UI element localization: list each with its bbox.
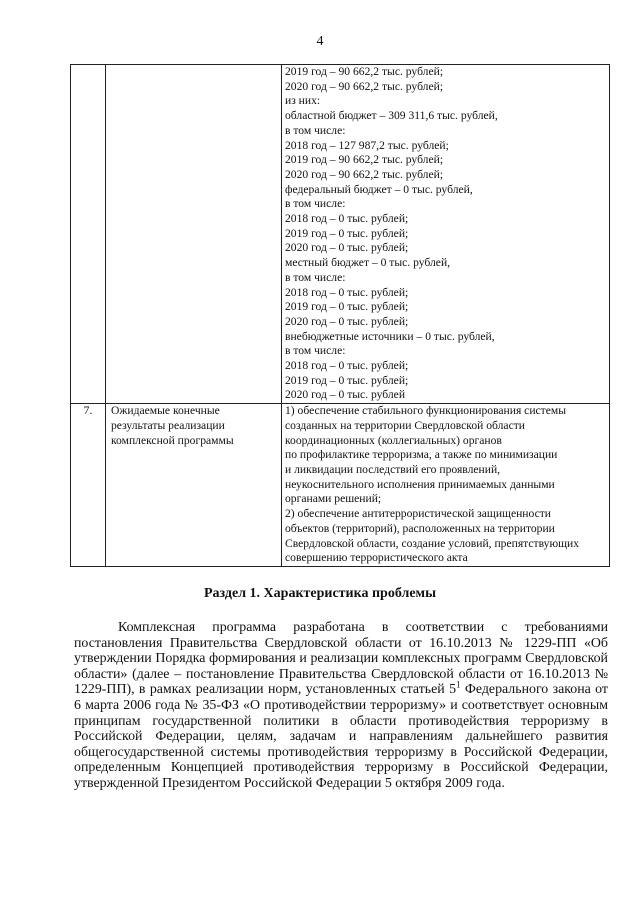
- funding-line: 2019 год – 0 тыс. рублей;: [285, 226, 409, 240]
- funding-line: 2019 год – 90 662,2 тыс. рублей;: [285, 65, 444, 78]
- funding-line: 2019 год – 90 662,2 тыс. рублей;: [285, 153, 444, 167]
- funding-line: из них:: [285, 94, 321, 108]
- row-name-cell: [106, 65, 282, 404]
- funding-line: 2020 год – 0 тыс. рублей: [285, 388, 406, 402]
- row-name-cell: [106, 404, 282, 567]
- page-number: 4: [316, 34, 324, 49]
- section-heading: Раздел 1. Характеристика проблемы: [203, 586, 437, 601]
- funding-line: 2018 год – 0 тыс. рублей;: [285, 359, 409, 373]
- funding-line: 2020 год – 0 тыс. рублей;: [285, 241, 409, 255]
- funding-line: в том числе:: [285, 123, 346, 137]
- row-name-line: Ожидаемые конечные: [111, 404, 220, 418]
- result-line: по профилактике терроризма, а также по минимизации: [285, 448, 558, 462]
- row-name-line: результаты реализации: [111, 418, 225, 432]
- row-name-line: комплексной программы: [111, 433, 234, 447]
- funding-line: 2018 год – 0 тыс. рублей;: [285, 212, 409, 226]
- funding-line: областной бюджет – 309 311,6 тыс. рублей,: [285, 109, 498, 123]
- funding-line: 2018 год – 127 987,2 тыс. рублей;: [285, 138, 449, 152]
- expected-results-cell: [282, 404, 610, 567]
- funding-line: в том числе:: [285, 197, 346, 211]
- result-line: Свердловской области, создание условий, препятствующих: [285, 536, 580, 550]
- funding-line: местный бюджет – 0 тыс. рублей,: [285, 256, 451, 270]
- body-paragraph: [74, 620, 608, 792]
- result-line: 1) обеспечение стабильного функционирования системы: [285, 404, 567, 418]
- result-line: координационных (коллегиальных) органов: [285, 433, 502, 447]
- funding-line: 2019 год – 0 тыс. рублей;: [285, 373, 409, 387]
- result-line: 2) обеспечение антитеррористической защищенности: [285, 507, 552, 521]
- funding-line: 2020 год – 0 тыс. рублей;: [285, 314, 409, 328]
- funding-line: в том числе:: [285, 270, 346, 284]
- result-line: неукоснительного исполнения принимаемых данными: [285, 477, 555, 491]
- result-line: созданных на территории Свердловской области: [285, 418, 525, 432]
- paragraph-text-part2: Федерального закона от 6 марта 2006 года № 35-ФЗ «О противодействии терроризму» и соответствует основным принципам государственной политики в области противодействия терроризму в Российской Федерации, целям, задачам и направлениям дальнейшего развития общегосударственной системы противодействия терроризму в Российской Федерации, определенным Концепцией противодействия терроризму в Российской Федерации, утвержденной Президентом Российской Федерации 5 октября 2009 года.: [74, 682, 609, 791]
- funding-line: в том числе:: [285, 344, 346, 358]
- article-superscript: 1: [456, 679, 461, 690]
- result-line: объектов (территорий), расположенных на территории: [285, 521, 555, 535]
- funding-line: 2019 год – 0 тыс. рублей;: [285, 300, 409, 314]
- funding-line: 2018 год – 0 тыс. рублей;: [285, 285, 409, 299]
- result-line: совершению террористического акта: [285, 551, 468, 565]
- section-body: [74, 620, 608, 792]
- funding-line: 2020 год – 90 662,2 тыс. рублей;: [285, 79, 444, 93]
- row-number-cell: 7.: [71, 404, 106, 567]
- result-line: и ликвидации последствий его проявлений,: [285, 462, 501, 476]
- funding-line: федеральный бюджет – 0 тыс. рублей,: [285, 182, 473, 196]
- program-passport-table: [70, 64, 610, 567]
- funding-line: 2020 год – 90 662,2 тыс. рублей;: [285, 167, 444, 181]
- row-number-cell: [71, 65, 106, 404]
- funding-breakdown-cell: [282, 65, 610, 404]
- funding-line: внебюджетные источники – 0 тыс. рублей,: [285, 329, 495, 343]
- table-row: [71, 404, 610, 567]
- paragraph-text-part1: Комплексная программа разработана в соответствии с требованиями постановления Правительства Свердловской области от 16.10.2013 № 1229-ПП «Об утверждении Порядка формирования и реализации комплексных программ Свердловской области» (далее – постановление Правительства Свердловской области от 16.10.2013 № 1229-ПП), в рамках реализации норм, установленных статьей 5: [74, 620, 608, 698]
- table-row: [71, 65, 610, 404]
- result-line: органами решений;: [285, 492, 382, 506]
